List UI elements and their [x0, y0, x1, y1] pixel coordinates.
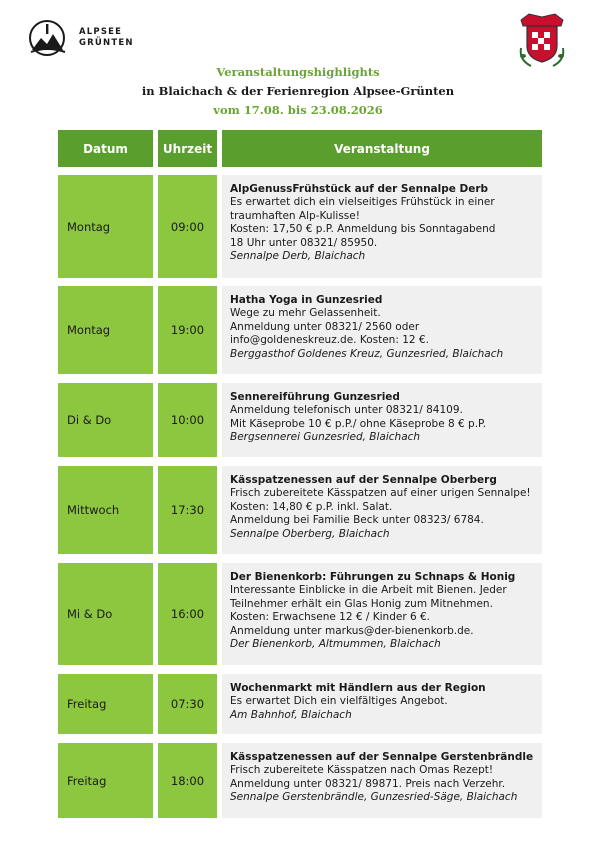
- coat-of-arms: [515, 12, 569, 68]
- row-day: Di & Do: [58, 383, 153, 457]
- event-title: AlpGenussFrühstück auf der Sennalpe Derb: [230, 183, 489, 195]
- column-header-event: Veranstaltung: [222, 130, 542, 167]
- row-event: [222, 674, 542, 734]
- event-title: Der Bienenkorb: Führungen zu Schnaps & Honig: [230, 571, 516, 583]
- page-title: Veranstaltungshighlights: [216, 65, 380, 79]
- row-day: Freitag: [58, 743, 153, 818]
- row-time: 17:30: [158, 466, 217, 554]
- row-event: [222, 286, 542, 374]
- event-location: Sennalpe Derb, Blaichach: [230, 250, 366, 263]
- logo-text-line1: ALPSEE: [79, 27, 123, 37]
- page-subtitle: in Blaichach & der Ferienregion Alpsee-Grünten: [141, 84, 455, 98]
- table-row: [58, 563, 542, 665]
- row-event: [222, 383, 542, 457]
- event-description: Interessante Einblicke in die Arbeit mit Bienen. Jeder Teilnehmer erhält ein Glas Honig zum Mitnehmen. Kosten: Erwachsene 12 € / Kinder 6 €. Anmeldung unter markus@der-bienenkorb.de.: [230, 584, 507, 637]
- event-location: Bergsennerei Gunzesried, Blaichach: [230, 431, 421, 444]
- event-title: Sennereiführung Gunzesried: [230, 391, 400, 403]
- table-row: [58, 383, 542, 457]
- row-time: 16:00: [158, 563, 217, 665]
- event-description: Wege zu mehr Gelassenheit. Anmeldung unter 08321/ 2560 oder info@goldeneskreuz.de. Kosten: 12 €.: [230, 307, 429, 347]
- table-row: [58, 743, 542, 818]
- row-event: [222, 466, 542, 554]
- column-header-date: Datum: [58, 130, 153, 167]
- event-description: Es erwartet dich ein vielseitiges Frühstück in einer traumhaften Alp-Kulisse! Kosten: 17,50 € p.P. Anmeldung bis Sonntagabend 18 Uhr unter 08321/ 85950.: [230, 196, 496, 249]
- event-description: Anmeldung telefonisch unter 08321/ 84109. Mit Käseprobe 10 € p.P./ ohne Käseprobe 8 € p.P.: [230, 404, 487, 430]
- row-event: [222, 743, 542, 818]
- event-location: Berggasthof Goldenes Kreuz, Gunzesried, Blaichach: [230, 347, 504, 360]
- table-row: [58, 466, 542, 554]
- event-location: Der Bienenkorb, Altmummen, Blaichach: [230, 638, 441, 651]
- alpsee-gruenten-logo: [27, 18, 147, 60]
- row-time: 19:00: [158, 286, 217, 374]
- row-time: 18:00: [158, 743, 217, 818]
- row-day: Mi & Do: [58, 563, 153, 665]
- event-title: Wochenmarkt mit Händlern aus der Region: [230, 682, 486, 694]
- event-title: Kässpatzenessen auf der Sennalpe Gerstenbrändle: [230, 751, 534, 763]
- table-row: [58, 175, 542, 278]
- event-location: Sennalpe Oberberg, Blaichach: [230, 527, 390, 540]
- alpsee-gruenten-logo-icon: [27, 18, 71, 60]
- row-time: 09:00: [158, 175, 217, 278]
- event-description: Frisch zubereitete Kässpatzen nach Omas Rezept! Anmeldung unter 08321/ 89871. Preis nach Verzehr.: [230, 764, 506, 790]
- event-title: Hatha Yoga in Gunzesried: [230, 294, 383, 306]
- coat-of-arms-icon: [515, 12, 569, 68]
- date-range: vom 17.08. bis 23.08.2026: [213, 103, 383, 117]
- row-event: [222, 175, 542, 278]
- event-location: Am Bahnhof, Blaichach: [230, 708, 352, 721]
- event-location: Sennalpe Gerstenbrändle, Gunzesried-Säge, Blaichach: [230, 791, 518, 804]
- row-time: 07:30: [158, 674, 217, 734]
- row-day: Freitag: [58, 674, 153, 734]
- row-time: 10:00: [158, 383, 217, 457]
- event-description: Frisch zubereitete Kässpatzen auf einer urigen Sennalpe! Kosten: 14,80 € p.P. inkl. Salat. Anmeldung bei Familie Beck unter 08323/ 6784.: [230, 487, 531, 527]
- event-description: Es erwartet Dich ein vielfältiges Angebot.: [230, 695, 448, 708]
- row-day: Montag: [58, 175, 153, 278]
- event-title: Kässpatzenessen auf der Sennalpe Oberberg: [230, 474, 497, 486]
- logo-text-line2: GRÜNTEN: [79, 38, 134, 48]
- row-event: [222, 563, 542, 665]
- row-day: Montag: [58, 286, 153, 374]
- row-day: Mittwoch: [58, 466, 153, 554]
- column-header-time: Uhrzeit: [158, 130, 217, 167]
- table-row: [58, 674, 542, 734]
- table-row: [58, 286, 542, 374]
